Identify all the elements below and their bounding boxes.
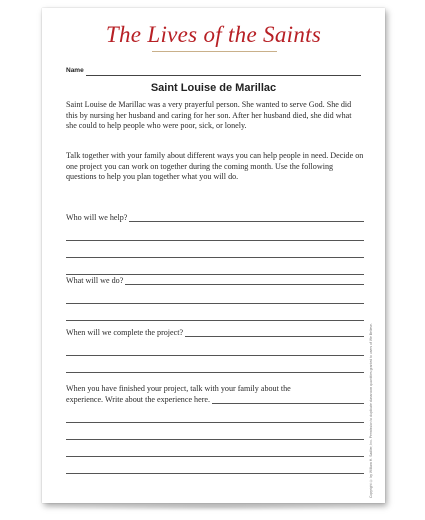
name-field[interactable] (86, 75, 361, 76)
answer-line[interactable] (185, 336, 364, 337)
name-label: Name (66, 67, 84, 74)
answer-line[interactable] (66, 257, 364, 258)
answer-line[interactable] (66, 439, 364, 440)
answer-line[interactable] (212, 403, 364, 404)
name-row (66, 65, 361, 77)
answer-line[interactable] (66, 372, 364, 373)
question-experience (66, 384, 364, 474)
answer-line[interactable] (66, 355, 364, 356)
answer-line[interactable] (66, 240, 364, 241)
answer-line[interactable] (66, 473, 364, 474)
worksheet-page (42, 8, 385, 503)
question-what (66, 276, 364, 321)
instructions-paragraph: Talk together with your family about different ways you can help people in need. Decide on one project you can work on together during the coming month. Use the following questions to help you plan together what you will do. (66, 151, 364, 182)
answer-line[interactable] (129, 221, 364, 222)
series-title: The Lives of the Saints (105, 22, 322, 47)
header-divider (152, 51, 277, 52)
question-label: What will we do? (66, 276, 124, 286)
answer-line[interactable] (66, 320, 364, 321)
question-label: When you have finished your project, talk with your family about the (66, 384, 291, 393)
question-who (66, 213, 364, 275)
question-label: experience. Write about the experience here. (66, 395, 211, 404)
page-shadow (40, 503, 390, 511)
answer-line[interactable] (125, 284, 364, 285)
question-label: When will we complete the project? (66, 328, 184, 338)
copyright-notice: Copyright © by William H. Sadlier, Inc. Permission to duplicate classroom quantities granted to users of We Believe. (369, 323, 373, 498)
question-when (66, 328, 364, 373)
intro-paragraph: Saint Louise de Marillac was a very prayerful person. She wanted to serve God. She did this by nursing her husband and caring for her son. After her husband died, she did what she could to help people who were poor, sick, or lonely. (66, 100, 352, 131)
answer-line[interactable] (66, 303, 364, 304)
answer-line[interactable] (66, 422, 364, 423)
answer-line[interactable] (66, 274, 364, 275)
worksheet-title: Saint Louise de Marillac (150, 82, 277, 94)
answer-line[interactable] (66, 456, 364, 457)
question-label: Who will we help? (66, 213, 128, 223)
